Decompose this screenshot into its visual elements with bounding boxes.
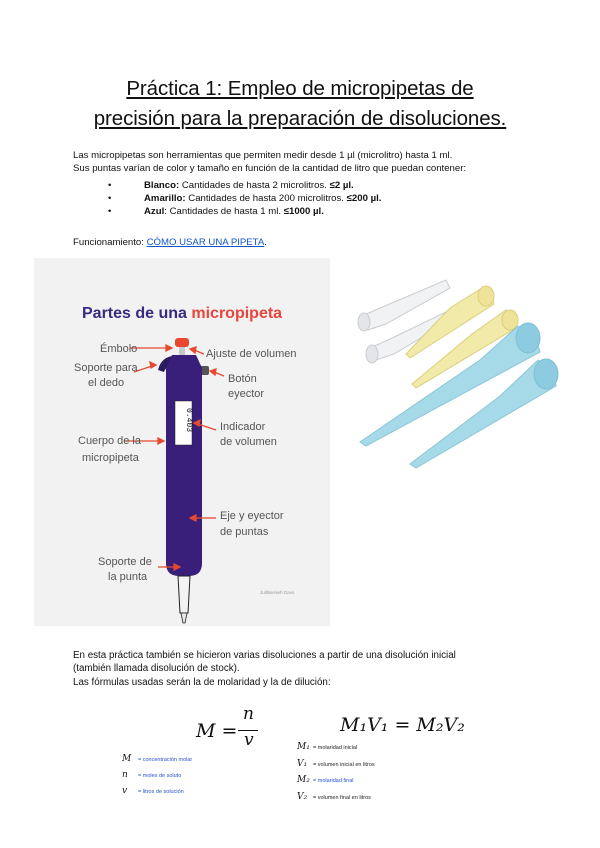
tip-holder	[181, 613, 187, 623]
page-title	[40, 74, 560, 134]
label-indicador-2: de volumen	[220, 436, 277, 448]
micropipette-illustration	[34, 258, 330, 626]
plunger-rod	[179, 347, 185, 355]
molarity-lhs: M =	[196, 720, 238, 742]
molarity-denominator: v	[244, 730, 254, 750]
list-item-label: Blanco:	[144, 180, 180, 191]
legend-symbol: M₂	[297, 775, 310, 785]
funcionamiento-label: Funcionamiento:	[73, 237, 147, 248]
legend-symbol: V₁	[297, 758, 308, 769]
list-item-text: Cantidades de hasta 2 microlitros.	[179, 180, 330, 191]
diagram-credit: Jul/Bernieh·Davs	[260, 590, 295, 595]
pipette-shaft	[178, 576, 190, 613]
plunger-button	[175, 338, 189, 347]
label-eje-2: de puntas	[220, 526, 269, 538]
label-boton-1: Botón	[228, 373, 257, 385]
molarity-legend	[122, 752, 192, 800]
list-item-text: : Cantidades de hasta 1 ml.	[164, 205, 284, 217]
title-line-1: Práctica 1: Empleo de micropipetas de	[126, 77, 474, 100]
list-item	[108, 193, 381, 206]
bullet-icon: •	[108, 205, 112, 217]
how-to-use-pipette-link[interactable]: CÓMO USAR UNA PIPETA	[146, 237, 265, 248]
dilution-legend	[297, 740, 375, 806]
label-ajuste: Ajuste de volumen	[206, 348, 297, 360]
legend-row	[297, 740, 375, 757]
funcionamiento-end: .	[264, 237, 267, 248]
legend-row	[122, 752, 192, 768]
intro-line-2: Sus puntas varían de color y tamaño en función de la cantidad de litro que puedan contener:	[73, 162, 467, 174]
legend-row	[122, 768, 192, 784]
legend-symbol: n	[122, 770, 128, 780]
label-soporte-punta-1: Soporte de	[98, 556, 152, 568]
legend-symbol: v	[122, 786, 128, 796]
molarity-formula	[196, 704, 276, 752]
legend-text: = volumen inicial en litros	[313, 761, 375, 768]
title-line-2: precisión para la preparación de disoluciones.	[93, 107, 507, 130]
legend-text: = litros de solución	[138, 789, 184, 795]
legend-row	[297, 757, 375, 774]
bullet-icon: •	[108, 180, 112, 191]
list-item	[108, 206, 381, 219]
label-soporte-dedo-2: el dedo	[88, 377, 125, 389]
legend-text: = concentración molar	[138, 757, 193, 763]
label-soporte-dedo-1: Soporte para	[74, 362, 138, 374]
legend-row	[297, 790, 375, 807]
legend-text: = volumen final en litros	[313, 794, 371, 801]
intro-paragraph	[73, 150, 543, 175]
legend-text: = molaridad final	[313, 778, 354, 784]
para-line-1: En esta práctica también se hicieron varias disoluciones a partir de una disolución inicial	[73, 650, 456, 661]
funcionamiento-line	[73, 237, 267, 248]
list-item	[108, 180, 381, 193]
list-item-max: ≤2 µl.	[329, 180, 354, 191]
volume-display-value: 0.403	[184, 408, 193, 433]
legend-text: = moles de soluto	[138, 773, 182, 779]
list-item-max: ≤1000 µl.	[283, 205, 324, 217]
legend-symbol: M₁	[297, 742, 310, 752]
pipette-tips-illustration	[350, 268, 560, 473]
label-cuerpo-1: Cuerpo de la	[78, 435, 141, 447]
list-item-label: Amarillo:	[144, 192, 186, 204]
tip-color-list	[108, 180, 381, 218]
diagram-title: Partes de una micropipeta	[82, 305, 283, 322]
dilution-paragraph	[73, 649, 553, 689]
pipette-tips-image	[350, 268, 560, 473]
label-eje-1: Eje y eyector	[220, 510, 284, 522]
label-boton-2: eyector	[228, 388, 265, 400]
label-indicador-1: Indicador	[220, 421, 266, 433]
pipette-body	[166, 355, 202, 576]
legend-text: = molaridad inicial	[313, 745, 358, 751]
molarity-numerator: n	[243, 704, 254, 724]
bullet-icon: •	[108, 192, 112, 204]
list-item-label: Azul	[144, 205, 165, 217]
legend-symbol: M	[122, 754, 132, 764]
legend-row	[297, 773, 375, 790]
micropipette-parts-diagram	[34, 258, 330, 626]
label-cuerpo-2: micropipeta	[82, 452, 139, 464]
legend-row	[122, 784, 192, 800]
para-line-3: Las fórmulas usadas serán la de molaridad y la de dilución:	[73, 676, 331, 688]
list-item-max: ≤200 µl.	[346, 192, 382, 204]
label-embolo: Émbolo	[100, 343, 138, 355]
dilution-formula: M₁V₁ = M₂V₂	[340, 714, 465, 736]
label-soporte-punta-2: la punta	[108, 571, 148, 583]
list-item-text: Cantidades de hasta 200 microlitros.	[185, 192, 347, 204]
legend-symbol: V₂	[297, 791, 308, 802]
intro-line-1: Las micropipetas son herramientas que permiten medir desde 1 µl (microlitro) hasta 1 ml.	[73, 150, 453, 161]
para-line-2: (también llamada disolución de stock).	[73, 663, 240, 675]
